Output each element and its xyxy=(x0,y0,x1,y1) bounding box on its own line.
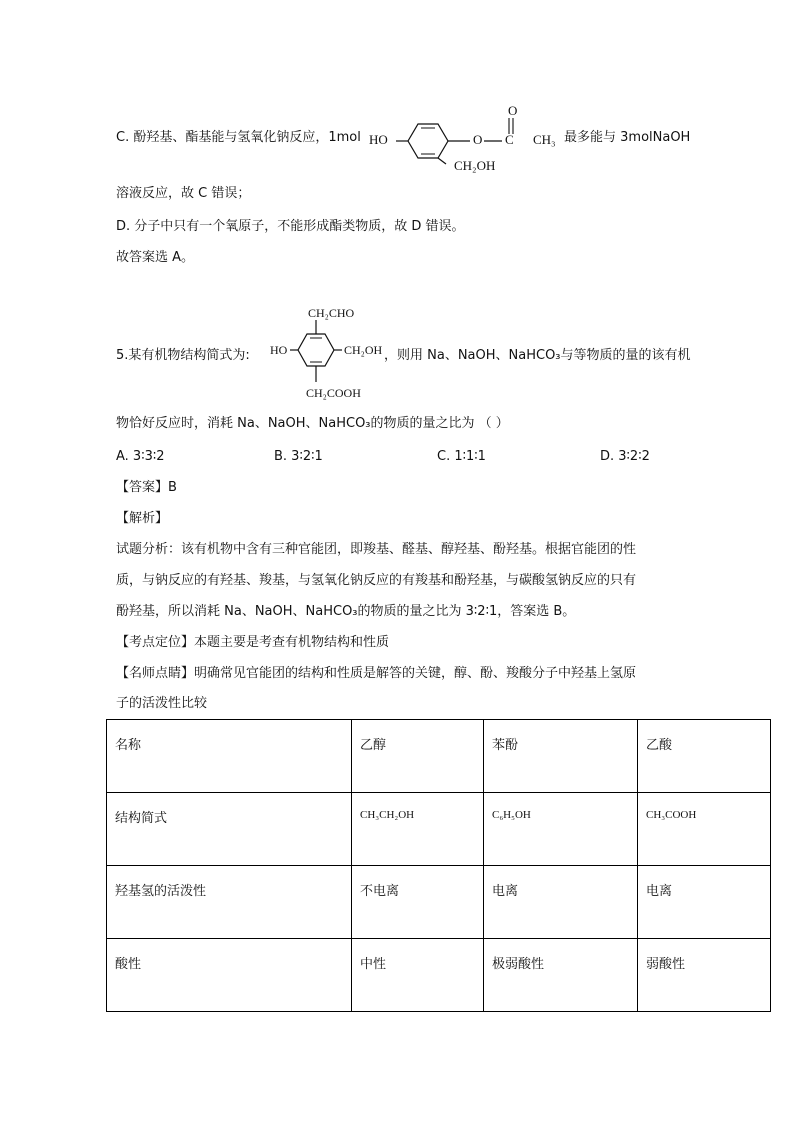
table-cell: 羟基氢的活泼性 xyxy=(107,866,352,939)
option-c-prefix: C. 酚羟基、酯基能与氢氧化钠反应，1mol xyxy=(116,130,361,145)
table-cell: 中性 xyxy=(352,939,484,1012)
option-a: A. 3∶3∶2 xyxy=(116,449,165,464)
analysis-line-2: 质，与钠反应的有羟基、羧基，与氢氧化钠反应的有羧基和酚羟基，与碳酸氢钠反应的只有 xyxy=(116,573,637,588)
mol1-carbon: C xyxy=(505,132,514,147)
table-cell: 苯酚 xyxy=(484,720,638,793)
table-cell: 不电离 xyxy=(352,866,484,939)
formula-phenol: C₆H₅OH xyxy=(492,809,531,821)
mingshi-line-2: 子的活泼性比较 xyxy=(116,696,208,711)
previous-answer: 故答案选 A。 xyxy=(116,250,195,265)
mingshi-line-1: 【名师点睛】明确常见官能团的结构和性质是解答的关键，醇、酚、羧酸分子中羟基上氢原 xyxy=(116,666,637,681)
table-row xyxy=(107,720,771,793)
analysis-line-1: 试题分析：该有机物中含有三种官能团，即羧基、醛基、醇羟基、酚羟基。根据官能团的性 xyxy=(116,542,637,557)
table-cell xyxy=(352,793,484,866)
mol2-top-group: CH₂CHO xyxy=(308,306,355,320)
table-row xyxy=(107,793,771,866)
analysis-label: 【解析】 xyxy=(116,511,169,526)
formula-acetic-acid: CH₃COOH xyxy=(646,809,697,821)
analysis-line-3: 酚羟基，所以消耗 Na、NaOH、NaHCO₃的物质的量之比为 3∶2∶1，答案选 B。 xyxy=(116,604,576,619)
option-b: B. 3∶2∶1 xyxy=(274,449,323,464)
option-c-continuation: 溶液反应，故 C 错误； xyxy=(116,186,251,201)
mol2-left-group: HO xyxy=(270,343,288,357)
table-cell: 极弱酸性 xyxy=(484,939,638,1012)
question-5-stem-suffix: ，则用 Na、NaOH、NaHCO₃与等物质的量的该有机 xyxy=(384,348,691,363)
option-d-text: D. 分子中只有一个氧原子，不能形成酯类物质，故 D 错误。 xyxy=(116,219,465,234)
mol1-ho: HO xyxy=(369,132,388,147)
option-c-suffix: 最多能与 3molNaOH xyxy=(564,130,691,145)
table-cell: 电离 xyxy=(638,866,771,939)
table-row xyxy=(107,866,771,939)
mol1-ester-o: O xyxy=(473,132,483,147)
table-cell: 弱酸性 xyxy=(638,939,771,1012)
table-cell: 电离 xyxy=(484,866,638,939)
table-cell: 名称 xyxy=(107,720,352,793)
mol2-bottom-group: CH₂COOH xyxy=(306,386,361,400)
question-5-stem-line2: 物恰好反应时，消耗 Na、NaOH、NaHCO₃的物质的量之比为 （ ） xyxy=(116,416,509,431)
option-d: D. 3∶2∶2 xyxy=(600,449,650,464)
mol1-ch3: CH₃ xyxy=(533,132,556,147)
option-c: C. 1∶1∶1 xyxy=(437,449,486,464)
answer-label: 【答案】B xyxy=(116,480,177,495)
mol1-ch2oh: CH₂OH xyxy=(454,158,496,173)
table-row xyxy=(107,939,771,1012)
table-cell xyxy=(638,793,771,866)
mol1-carbonyl-o: O xyxy=(508,103,518,118)
comparison-table xyxy=(106,719,771,1012)
kaodian-line: 【考点定位】本题主要是考查有机物结构和性质 xyxy=(116,635,390,650)
table-cell xyxy=(484,793,638,866)
question-5-stem: 5.某有机物结构简式为: xyxy=(116,348,250,363)
table-cell: 酸性 xyxy=(107,939,352,1012)
molecule-1-structure xyxy=(366,100,526,180)
table-cell: 乙醇 xyxy=(352,720,484,793)
mol2-right-group: CH₂OH xyxy=(344,343,383,357)
table-cell: 乙酸 xyxy=(638,720,771,793)
table-cell: 结构简式 xyxy=(107,793,352,866)
formula-ethanol: CH₃CH₂OH xyxy=(360,809,415,821)
